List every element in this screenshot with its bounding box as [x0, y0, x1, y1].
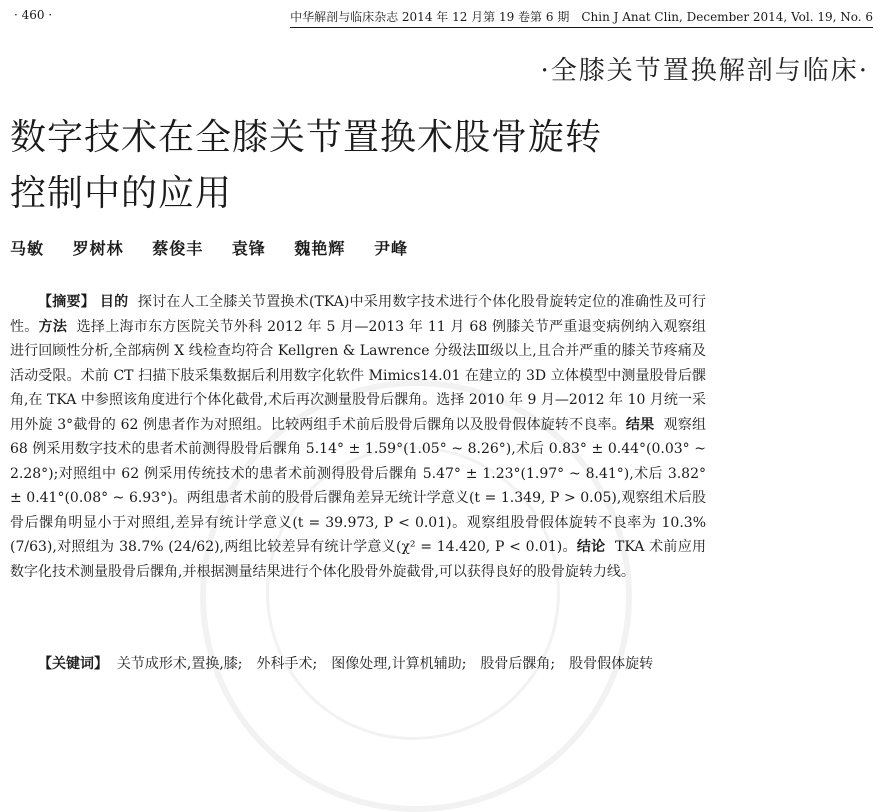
abstract [10, 290, 706, 584]
page-number: · 460 · [14, 8, 53, 22]
abstract-label: 【摘要】 [38, 294, 96, 310]
objective-text: 探讨在人工全膝关节置换术(TKA)中采用数字技术进行个体化股骨旋转定位的准确性及可行性。 [10, 294, 707, 335]
author-name: 袁锋 [231, 239, 266, 258]
methods-label: 方法 [38, 318, 68, 335]
author-name: 尹峰 [373, 239, 408, 258]
title-line-2: 控制中的应用 [10, 173, 233, 214]
title-line-1: 数字技术在全膝关节置换术股骨旋转 [10, 117, 603, 158]
keywords [10, 652, 706, 677]
keywords-text: 关节成形术,置换,膝; 外科手术; 图像处理,计算机辅助; 股骨后髁角; 股骨假体旋转 [116, 656, 654, 672]
journal-header: 中华解剖与临床杂志 2014 年 12 月第 19 卷第 6 期 Chin J Anat Clin, December 2014, Vol. 19, No. 6 [290, 8, 873, 28]
author-name: 马敏 [10, 239, 45, 258]
conclusion-text: TKA 术前应用数字化技术测量股骨后髁角,并根据测量结果进行个体化股骨外旋截骨,可以获得良好的股骨旋转力线。 [10, 539, 707, 580]
keywords-label: 【关键词】 [38, 656, 108, 672]
conclusion-label: 结论 [576, 539, 606, 555]
results-text: 观察组 68 例采用数字技术的患者术前测得股骨后髁角 5.14° ± 1.59°(1.05° ~ 8.26°),术后 0.83° ± 0.44°(0.03° ~ 2.28°);对照组中 62 例采用传统技术的患者术前测得股骨后髁角 5.47° ± 1.23°(1.97° ~ 8.41°),术后 3.82° ± 0.41°(0.08° ~ 6.93°)。两组患者术前的股骨后髁角差异无统计学意义(t = 1.349, P > 0.05),观察组术后股骨后髁角明显小于对照组,差异有统计学意义(t = 39.973, P < 0.01)。观察组股骨假体旋转不良率为 10.3% (7/63),对照组为 38.7% (24/62),两组比较差异有统计学意义(χ² = 14.420, P < 0.01)。 [10, 416, 707, 555]
section-tag: ·全膝关节置换解剖与临床· [540, 56, 869, 86]
methods-text: 选择上海市东方医院关节外科 2012 年 5 月—2013 年 11 月 68 例膝关节严重退变病例纳入观察组进行回顾性分析,全部病例 X 线检查均符合 Kellgren & Lawrence 分级法Ⅲ级以上,且合并严重的膝关节疼痛及活动受限。术前 CT 扫描下肢采集数据后利用数字化软件 Mimics14.01 在建立的 3D 立体模型中测量股骨后髁角,在 TKA 中参照该角度进行个体化截骨,术后再次测量股骨后髁角。选择 2010 年 9 月—2012 年 10 月统一采用外旋 3°截骨的 62 例患者作为对照组。比较两组手术前后股骨后髁角以及股骨假体旋转不良率。 [10, 318, 707, 433]
article-title [10, 110, 710, 222]
results-label: 结果 [625, 416, 655, 433]
objective-label: 目的 [99, 294, 129, 310]
author-name: 罗树林 [72, 239, 124, 258]
author-name: 魏艳辉 [294, 239, 346, 258]
author-list [10, 236, 430, 259]
author-name: 蔡俊丰 [152, 239, 204, 258]
